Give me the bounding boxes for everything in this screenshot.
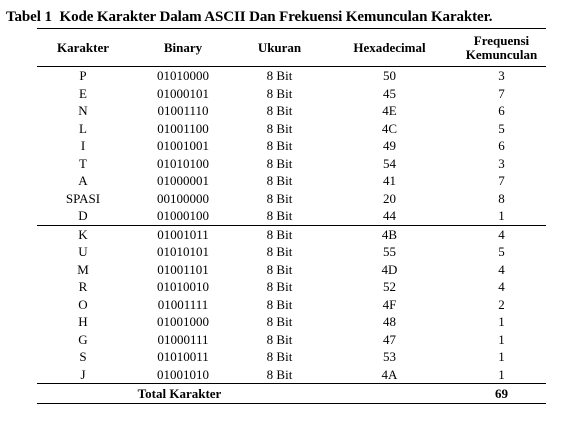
cell-binary: 01000111 — [157, 331, 209, 347]
cell-karakter: I — [80, 138, 86, 153]
cell-karakter: N — [78, 103, 88, 118]
cell-hexadecimal: 4A — [381, 366, 398, 382]
table-row — [37, 172, 546, 190]
cell-hexadecimal: 54 — [383, 155, 396, 171]
cell-hexadecimal: 4C — [381, 120, 398, 136]
table-caption-text: Kode Karakter Dalam ASCII Dan Frekuensi Kemunculan Karakter. — [59, 9, 493, 25]
cell-binary: 01001000 — [157, 314, 209, 329]
table-header — [37, 29, 546, 67]
table-row — [37, 243, 546, 261]
cell-hexadecimal: 20 — [383, 190, 396, 206]
cell-hexadecimal: 50 — [383, 68, 396, 83]
cell-frequensi: 8 — [498, 190, 505, 206]
cell-binary: 01000100 — [157, 208, 209, 223]
cell-hexadecimal: 47 — [383, 331, 396, 347]
cell-ukuran: 8 Bit — [266, 366, 293, 382]
table-row — [37, 120, 546, 138]
cell-hexadecimal: 45 — [383, 85, 396, 101]
cell-frequensi: 3 — [498, 68, 505, 83]
cell-binary: 01010101 — [157, 244, 209, 259]
cell-frequensi: 3 — [498, 155, 505, 171]
table-row — [37, 331, 546, 349]
cell-binary: 00100000 — [157, 190, 209, 206]
table-row — [37, 67, 546, 85]
cell-hexadecimal: 49 — [383, 138, 396, 153]
cell-binary: 01001010 — [157, 366, 209, 382]
cell-ukuran: 8 Bit — [266, 296, 293, 312]
cell-karakter: G — [78, 331, 88, 347]
table-row — [37, 155, 546, 173]
cell-karakter: K — [37, 225, 129, 243]
cell-frequensi: 7 — [498, 85, 505, 101]
total-value: 69 — [457, 384, 546, 404]
cell-frequensi: 1 — [498, 208, 505, 223]
table-caption — [6, 9, 492, 26]
cell-binary: 01010010 — [157, 279, 209, 294]
cell-binary: 01001111 — [157, 296, 209, 312]
cell-binary: 01010100 — [157, 155, 209, 171]
cell-karakter: M — [77, 261, 89, 277]
cell-hexadecimal: 48 — [383, 314, 396, 329]
cell-frequensi: 1 — [498, 366, 505, 382]
table-row — [37, 137, 546, 155]
table-footer — [37, 384, 546, 404]
cell-hexadecimal: 4B — [322, 225, 457, 243]
header-row — [37, 29, 546, 67]
cell-frequensi: 4 — [498, 279, 505, 294]
cell-ukuran: 8 Bit — [266, 68, 293, 83]
table-body — [37, 67, 546, 384]
header-frequensi — [457, 29, 546, 67]
table-row — [37, 261, 546, 279]
cell-binary: 01001101 — [157, 261, 209, 277]
cell-karakter: E — [79, 85, 87, 101]
table-row — [37, 348, 546, 366]
cell-karakter: SPASI — [65, 190, 101, 206]
cell-karakter: U — [78, 244, 88, 259]
cell-frequensi: 4 — [457, 225, 546, 243]
cell-ukuran: 8 Bit — [266, 190, 293, 206]
total-label: Total Karakter — [37, 384, 322, 404]
header-karakter: Karakter — [37, 29, 129, 67]
cell-frequensi: 6 — [498, 103, 505, 118]
cell-frequensi: 5 — [498, 120, 505, 136]
table-row — [37, 190, 546, 208]
cell-ukuran: 8 Bit — [266, 138, 293, 153]
cell-ukuran: 8 Bit — [237, 225, 322, 243]
cell-binary: 01000101 — [157, 85, 209, 101]
cell-ukuran: 8 Bit — [266, 331, 293, 347]
cell-ukuran: 8 Bit — [266, 103, 293, 118]
total-row — [37, 384, 546, 404]
cell-ukuran: 8 Bit — [266, 85, 293, 101]
cell-binary: 01010000 — [157, 68, 209, 83]
cell-binary: 01001100 — [157, 120, 209, 136]
header-frequensi-line2: Kemunculan — [465, 46, 538, 62]
table-row — [37, 102, 546, 120]
cell-karakter: T — [79, 155, 87, 171]
cell-karakter: P — [79, 68, 87, 83]
header-hexadecimal: Hexadecimal — [322, 29, 457, 67]
cell-hexadecimal: 41 — [383, 173, 396, 188]
cell-ukuran: 8 Bit — [266, 314, 293, 329]
cell-binary: 01010011 — [157, 349, 209, 364]
cell-karakter: A — [78, 173, 88, 188]
cell-frequensi: 7 — [498, 173, 505, 188]
cell-binary: 01001110 — [157, 103, 209, 118]
cell-frequensi: 1 — [498, 314, 505, 329]
cell-hexadecimal: 4F — [382, 296, 397, 312]
header-frequensi-line1: Frequensi — [473, 32, 530, 48]
cell-hexadecimal: 4E — [382, 103, 397, 118]
cell-frequensi: 2 — [498, 296, 505, 312]
cell-karakter: S — [79, 349, 87, 364]
header-binary: Binary — [129, 29, 237, 67]
cell-ukuran: 8 Bit — [266, 155, 293, 171]
total-spacer — [322, 384, 457, 404]
table-caption-label: Tabel 1 — [6, 9, 52, 25]
cell-frequensi: 1 — [498, 331, 505, 347]
cell-frequensi: 5 — [498, 244, 505, 259]
cell-frequensi: 6 — [498, 138, 505, 153]
cell-hexadecimal: 53 — [383, 349, 396, 364]
cell-karakter: D — [78, 208, 88, 223]
cell-karakter: J — [80, 366, 86, 382]
table-row — [37, 278, 546, 296]
cell-ukuran: 8 Bit — [266, 208, 293, 223]
header-ukuran: Ukuran — [237, 29, 322, 67]
cell-hexadecimal: 52 — [383, 279, 396, 294]
table-row — [37, 313, 546, 331]
cell-karakter: R — [78, 279, 88, 294]
cell-hexadecimal: 44 — [383, 208, 396, 223]
cell-binary: 01000001 — [157, 173, 209, 188]
cell-karakter: O — [78, 296, 88, 312]
cell-ukuran: 8 Bit — [266, 173, 293, 188]
cell-frequensi: 1 — [498, 349, 505, 364]
cell-hexadecimal: 4D — [381, 261, 398, 277]
cell-ukuran: 8 Bit — [266, 261, 293, 277]
table-row — [37, 296, 546, 314]
cell-ukuran: 8 Bit — [266, 120, 293, 136]
table-row — [37, 85, 546, 103]
cell-frequensi: 4 — [498, 261, 505, 277]
cell-ukuran: 8 Bit — [266, 349, 293, 364]
table-row — [37, 207, 546, 225]
cell-binary: 01001011 — [129, 225, 237, 243]
table-row — [37, 366, 546, 384]
table-row — [37, 225, 546, 243]
cell-hexadecimal: 55 — [383, 244, 396, 259]
cell-karakter: H — [78, 314, 88, 329]
cell-ukuran: 8 Bit — [266, 279, 293, 294]
cell-karakter: L — [79, 120, 87, 136]
cell-ukuran: 8 Bit — [266, 244, 293, 259]
ascii-frequency-table — [37, 28, 546, 404]
cell-binary: 01001001 — [157, 138, 209, 153]
